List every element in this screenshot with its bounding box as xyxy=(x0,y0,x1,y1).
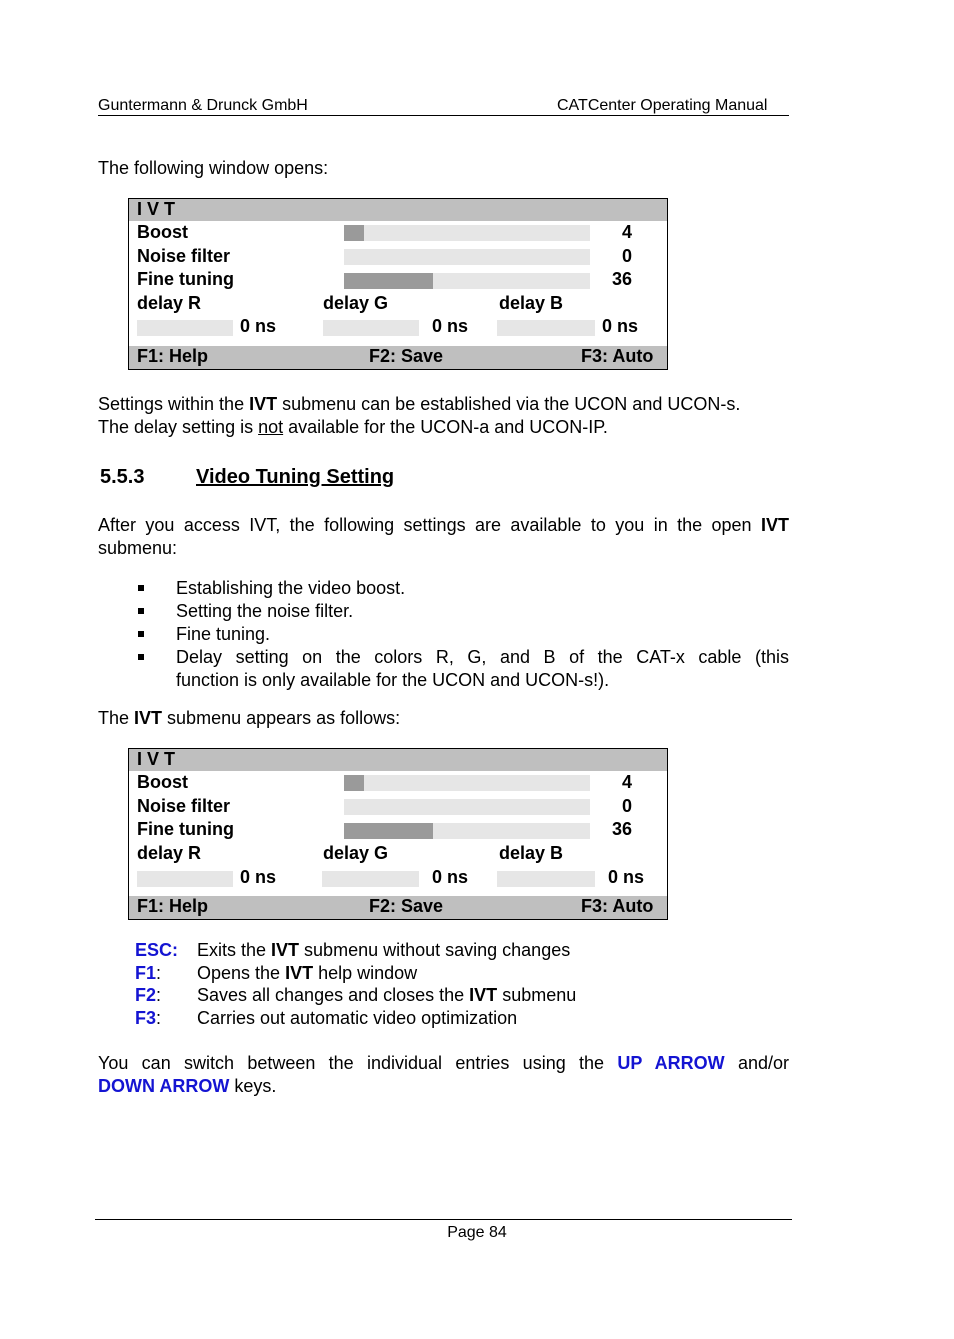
ivt-bold: IVT xyxy=(760,515,789,535)
ivt-bold: IVT xyxy=(469,985,498,1005)
fine-tuning-bar[interactable] xyxy=(344,823,590,839)
ivt-window-2 xyxy=(128,748,668,920)
delay-r-value: 0 ns xyxy=(240,867,277,887)
desc-text: help window xyxy=(313,962,418,983)
desc-text: submenu without saving changes xyxy=(299,940,571,960)
boost-value: 4 xyxy=(621,772,632,792)
noise-filter-label: Noise filter xyxy=(137,796,231,816)
f2-key: F2 xyxy=(135,985,157,1005)
delay-r-bar[interactable] xyxy=(137,871,233,887)
settings-line-2 xyxy=(98,416,789,439)
settings-line-1 xyxy=(98,393,789,416)
ivt-title: I V T xyxy=(137,199,176,219)
list-item-text: Delay setting on the colors R, G, and B of the CAT-x cable (this xyxy=(176,647,789,667)
page-number: Page 84 xyxy=(447,1224,507,1241)
boost-label: Boost xyxy=(137,222,188,242)
delay-g-label: delay G xyxy=(323,293,389,313)
header-company: Guntermann & Drunck GmbH xyxy=(98,97,308,114)
after-paragraph xyxy=(98,514,789,560)
boost-label: Boost xyxy=(137,772,188,792)
noise-filter-bar[interactable] xyxy=(344,249,590,265)
noise-filter-bar[interactable] xyxy=(344,799,590,815)
list-item xyxy=(98,577,789,600)
settings-text: Settings within the xyxy=(98,394,250,414)
list-item-text: Fine tuning. xyxy=(176,624,271,644)
ivt-window-1 xyxy=(128,198,668,370)
ivt-bold: IVT xyxy=(134,708,163,728)
appears-text: The xyxy=(98,708,135,728)
settings-text: submenu can be established via the UCON and UCON-s. xyxy=(277,394,741,414)
key-label xyxy=(135,984,161,1006)
bullet-icon xyxy=(138,631,144,637)
key-label xyxy=(135,962,161,984)
delay-g-value: 0 ns xyxy=(432,867,469,887)
not-underlined: not xyxy=(258,417,284,437)
after-line-1 xyxy=(98,514,789,537)
fine-tuning-bar-fill xyxy=(344,273,433,289)
feature-list xyxy=(98,577,789,692)
ivt-title-bar xyxy=(129,749,667,771)
delay-r-label: delay R xyxy=(137,293,202,313)
f2-save-key[interactable]: F2: Save xyxy=(369,346,444,366)
f1-help-key[interactable]: F1: Help xyxy=(137,896,209,916)
f3-auto-key[interactable]: F3: Auto xyxy=(581,346,654,366)
settings-text: available for the UCON-a and UCON-IP. xyxy=(283,417,608,437)
delay-g-label: delay G xyxy=(323,843,389,863)
delay-g-bar[interactable] xyxy=(322,871,419,887)
key-separator: : xyxy=(156,1007,162,1028)
key-description xyxy=(197,984,576,1006)
delay-g-value: 0 ns xyxy=(432,316,469,336)
f1-help-key[interactable]: F1: Help xyxy=(137,346,209,366)
after-text: After you access IVT, the following settings are available to you in the open xyxy=(98,515,761,535)
section-number: 5.5.3 xyxy=(100,466,145,488)
key-label xyxy=(135,939,178,961)
boost-bar[interactable] xyxy=(344,225,590,241)
delay-b-value: 0 ns xyxy=(608,867,645,887)
key-description xyxy=(197,939,570,961)
ivt-footer-bar xyxy=(129,896,667,919)
key-description xyxy=(197,962,417,984)
list-item xyxy=(98,600,789,623)
delay-b-value: 0 ns xyxy=(602,316,639,336)
delay-r-value: 0 ns xyxy=(240,316,277,336)
ivt-footer-bar xyxy=(129,346,667,369)
desc-text: submenu xyxy=(497,985,577,1005)
fine-tuning-bar[interactable] xyxy=(344,273,590,289)
header-manual-title: CATCenter Operating Manual xyxy=(557,97,768,114)
f3-key: F3 xyxy=(135,1007,157,1028)
section-title: Video Tuning Setting xyxy=(196,466,395,488)
settings-paragraph xyxy=(98,393,789,439)
ivt-bold: IVT xyxy=(249,394,278,414)
key-separator: : xyxy=(156,985,162,1005)
desc-text: Saves all changes and closes the xyxy=(197,985,470,1005)
fine-tuning-label: Fine tuning xyxy=(137,819,234,839)
settings-text: The delay setting is xyxy=(98,417,259,437)
ivt-bold: IVT xyxy=(271,940,300,960)
switch-line-1 xyxy=(98,1052,789,1075)
desc-text: Opens the xyxy=(197,962,286,983)
header-rule xyxy=(98,115,789,116)
desc-text: Exits the xyxy=(197,940,272,960)
fine-tuning-bar-fill xyxy=(344,823,433,839)
desc-text: Carries out automatic video optimization xyxy=(197,1007,518,1028)
bullet-icon xyxy=(138,654,144,660)
list-item xyxy=(98,646,789,692)
ivt-bold: IVT xyxy=(285,962,314,983)
footer-rule xyxy=(95,1219,792,1220)
delay-g-bar[interactable] xyxy=(323,320,419,336)
up-arrow-key: UP ARROW xyxy=(617,1053,725,1073)
bullet-icon xyxy=(138,585,144,591)
switch-line-2 xyxy=(98,1075,789,1098)
appears-text: submenu appears as follows: xyxy=(162,708,401,728)
f1-key: F1 xyxy=(135,962,157,983)
switch-text: You can switch between the individual entries using the xyxy=(98,1053,618,1073)
fine-tuning-value: 36 xyxy=(611,819,632,839)
delay-b-bar[interactable] xyxy=(497,871,595,887)
fine-tuning-value: 36 xyxy=(611,269,632,289)
noise-filter-value: 0 xyxy=(621,246,632,266)
boost-bar[interactable] xyxy=(344,775,590,791)
ivt-title: I V T xyxy=(137,749,176,769)
boost-bar-fill xyxy=(344,225,364,241)
switch-paragraph xyxy=(98,1052,789,1098)
delay-b-label: delay B xyxy=(499,293,564,313)
list-item-text: Establishing the video boost. xyxy=(176,578,406,598)
boost-value: 4 xyxy=(621,222,632,242)
after-line-2: submenu: xyxy=(98,538,178,558)
key-description xyxy=(197,1007,517,1029)
key-label xyxy=(135,1007,161,1029)
delay-b-bar[interactable] xyxy=(497,320,595,336)
delay-r-label: delay R xyxy=(137,843,202,863)
intro-text: The following window opens: xyxy=(98,158,329,178)
ivt-title-bar xyxy=(129,199,667,221)
key-separator: : xyxy=(156,962,162,983)
fine-tuning-label: Fine tuning xyxy=(137,269,234,289)
boost-bar-fill xyxy=(344,775,364,791)
appears-paragraph xyxy=(98,707,789,730)
delay-r-bar[interactable] xyxy=(137,320,233,336)
list-item-text-continued: function is only available for the UCON and UCON-s!). xyxy=(176,670,610,690)
delay-b-label: delay B xyxy=(499,843,564,863)
list-item xyxy=(98,623,789,646)
f3-auto-key[interactable]: F3: Auto xyxy=(581,896,654,916)
bullet-icon xyxy=(138,608,144,614)
f2-save-key[interactable]: F2: Save xyxy=(369,896,444,916)
down-arrow-key: DOWN ARROW xyxy=(98,1076,230,1096)
esc-key: ESC: xyxy=(135,940,179,960)
list-item-text: Setting the noise filter. xyxy=(176,601,354,621)
switch-text: keys. xyxy=(229,1076,277,1096)
switch-text: and/or xyxy=(724,1053,790,1073)
noise-filter-value: 0 xyxy=(621,796,632,816)
noise-filter-label: Noise filter xyxy=(137,246,231,266)
